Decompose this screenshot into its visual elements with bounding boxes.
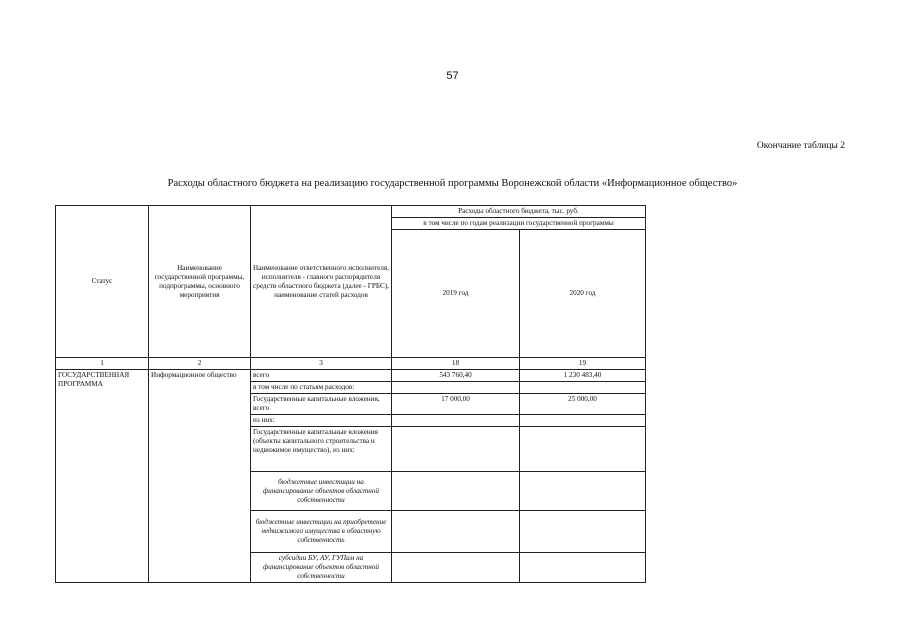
row-label: бюджетные инвестиции на приобретение недвижимого имущества в областную собственность	[251, 511, 392, 553]
value-2020	[520, 553, 646, 583]
column-number: 19	[520, 358, 646, 370]
value-2020: 25 000,00	[520, 394, 646, 415]
value-2019: 17 000,00	[392, 394, 520, 415]
column-number: 1	[56, 358, 149, 370]
value-2020	[520, 427, 646, 472]
column-number: 18	[392, 358, 520, 370]
table-row	[56, 370, 646, 382]
header-by-years: в том числе по годам реализации государственной программы	[392, 218, 646, 230]
row-label: в том числе по статьям расходов:	[251, 382, 392, 394]
value-2020	[520, 382, 646, 394]
row-label: из них:	[251, 415, 392, 427]
row-label: Государственные капитальные вложения, всего	[251, 394, 392, 415]
column-numbers-row	[56, 358, 646, 370]
document-title: Расходы областного бюджета на реализацию государственной программы Воронежской области «Информационное общество»	[167, 178, 738, 189]
row-label: всего	[251, 370, 392, 382]
page-number: 57	[446, 70, 459, 82]
value-2019: 543 760,40	[392, 370, 520, 382]
value-2020	[520, 511, 646, 553]
value-2020	[520, 472, 646, 511]
column-number: 2	[149, 358, 251, 370]
row-label: бюджетные инвестиции на финансирование объектов областной собственности	[251, 472, 392, 511]
value-2019	[392, 511, 520, 553]
value-2020	[520, 415, 646, 427]
program-cell: Информационное общество	[149, 370, 251, 583]
value-2019	[392, 553, 520, 583]
header-executor: Наименование ответственного исполнителя, исполнителя - главного распорядителя средств областного бюджета (далее - ГРБС), наименование статей расходов	[251, 206, 392, 358]
header-status: Статус	[56, 206, 149, 358]
value-2019	[392, 427, 520, 472]
budget-table	[55, 205, 646, 583]
header-budget-group: Расходы областного бюджета, тыс. руб.	[392, 206, 646, 218]
header-year-2019: 2019 год	[392, 230, 520, 358]
value-2019	[392, 472, 520, 511]
row-label: Государственные капитальные вложения (объекты капитального строительства и недвижимое имущество), из них:	[251, 427, 392, 472]
status-cell: ГОСУДАРСТВЕННАЯ ПРОГРАММА	[56, 370, 149, 583]
table-caption: Окончание таблицы 2	[756, 141, 845, 151]
value-2019	[392, 382, 520, 394]
value-2019	[392, 415, 520, 427]
header-year-2020: 2020 год	[520, 230, 646, 358]
row-label: субсидии БУ, АУ, ГУПам на финансирование объектов областной собственности	[251, 553, 392, 583]
value-2020: 1 230 483,40	[520, 370, 646, 382]
header-program-name: Наименование государственной программы, подпрограммы, основного мероприятия	[149, 206, 251, 358]
column-number: 3	[251, 358, 392, 370]
